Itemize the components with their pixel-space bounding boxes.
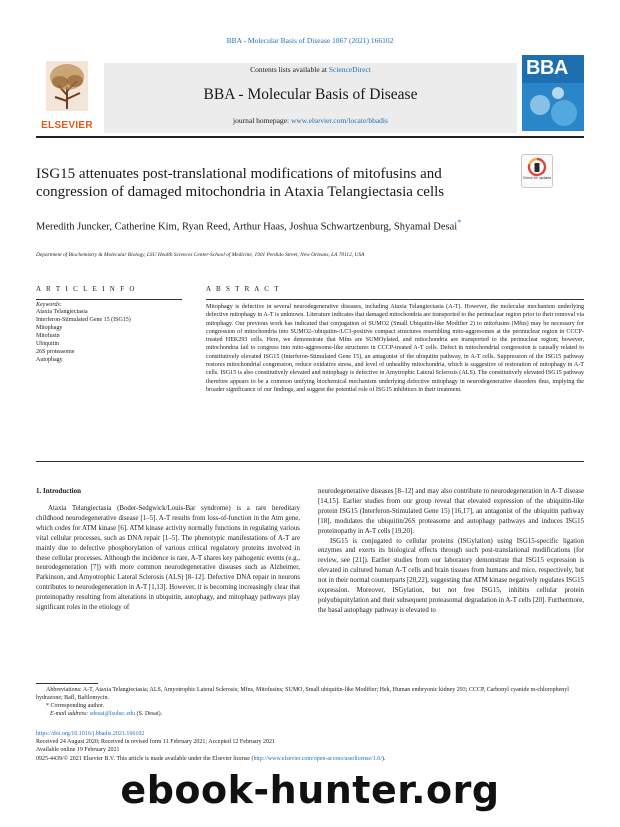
email-label: E-mail address: <box>50 711 90 717</box>
body-left-column <box>36 487 300 613</box>
article-info-rule <box>36 299 182 300</box>
available-online-date: Available online 19 February 2021 <box>36 747 120 754</box>
check-updates-label: Check for updates <box>522 176 552 180</box>
sciencedirect-link[interactable]: ScienceDirect <box>328 65 371 74</box>
article-footer <box>36 730 584 763</box>
keyword-item: 26S proteasome <box>36 349 75 355</box>
journal-masthead <box>36 55 584 133</box>
watermark-text: ebook-hunter.org <box>120 768 500 812</box>
license-link[interactable]: http://www.elsevier.com/open-access/userlicense/1.0/ <box>253 755 382 762</box>
body-right-column <box>318 487 584 616</box>
contents-prefix: Contents lists available at <box>250 65 329 74</box>
intro-paragraph: Ataxia Telangiectasia (Boder-Sedgwick/Louis-Bar syndrome) is a rare hereditary childhood neurodegenerative disease [1–5]. A-T results from loss-of-function in the Atm gene, which codes for ATM kinase [6]. ATM kinase activity normally functions in regulating various vital cellular processes, such as DNA repair [1–5]. The phenotypic manifestations of A-T are mainly due to defective phosphorylation of various critical regulatory proteins involved in these cellular processes. Although the incidence is rare, A-T shares key pathogenic events (e.g., neurodegeneration [7]) with more common neurodegenerative diseases such as Alzheimer, Parkinson, and Amyotrophic Lateral Sclerosis (ALS) [8–12]. Defective DNA repair in neurons contributes to neurodegeneration in A-T [1,13]. However, it is becoming increasingly clear that proteinopathy resulting from alterations in ubiquitin, autophagy, and mitophagy pathways play significant roles in the etiology of <box>36 505 300 612</box>
email-suffix: (S. Desai). <box>135 711 163 717</box>
masthead-center <box>104 63 517 133</box>
homepage-prefix: journal homepage: <box>233 116 291 125</box>
author-list <box>36 216 556 235</box>
abstract-section <box>206 285 584 394</box>
keyword-item: Autophagy <box>36 357 63 363</box>
cover-art-icon <box>522 55 584 131</box>
elsevier-logo[interactable] <box>36 61 98 131</box>
article-info-section <box>36 285 182 364</box>
journal-name: BBA - Molecular Basis of Disease <box>203 86 418 103</box>
authors-text: Meredith Juncker, Catherine Kim, Ryan Reed, Arthur Haas, Joshua Schwartzenburg, Shyamal Desai <box>36 221 458 233</box>
contents-line <box>104 65 517 74</box>
keywords-label: Keywords: <box>36 302 62 308</box>
corresponding-author-note: * Corresponding author. <box>46 703 105 709</box>
author-affiliation: Department of Biochemistry & Molecular Biology, LSU Health Sciences Center-School of Medicine, 1901 Perdido Street, New Orleans, LA 70112, USA <box>36 252 365 258</box>
email-link[interactable]: sdesai@lsuhsc.edu <box>89 711 136 717</box>
check-updates-icon <box>522 156 552 178</box>
check-for-updates-badge[interactable] <box>521 154 553 188</box>
abstract-rule <box>206 299 584 300</box>
homepage-line <box>104 116 517 125</box>
masthead-rule <box>36 136 584 138</box>
license-suffix: ). <box>381 755 386 762</box>
license-prefix: 0925-4439/© 2021 Elsevier B.V. This article is made available under the Elsevier license ( <box>36 755 254 762</box>
article-title: ISG15 attenuates post-translational modifications of mitofusins and congression of damaged mitochondria in Ataxia Telangiectasia cells <box>36 166 445 200</box>
corresponding-author-marker[interactable]: * <box>457 218 462 227</box>
keyword-item: Mitofusin <box>36 333 60 339</box>
footnote-rule <box>36 683 98 684</box>
abstract-header: A B S T R A C T <box>206 285 281 293</box>
article-info-header: A R T I C L E I N F O <box>36 285 137 293</box>
doi-link[interactable]: https://doi.org/10.1016/j.bbadis.2021.166102 <box>36 731 145 737</box>
intro-paragraph: ISG15 is conjugated to cellular proteins (ISGylation) using ISG15-specific ligation enzymes and exerts its biological effects through such post-translational modifications (for review, see [21]). Earlier studies from our laboratory demonstrate that ISG15 expression is elevated in cultured human A-T cells and brain tissues from humans and mice, respectively, but not in their normal counterparts [20,22], suggesting that ATM kinase negatively regulates ISG15 expression. Moreover, ISGylation, but not free ISG15, inhibits cellular protein polyubiquitylation and their subsequent proteasomal degradation in A-T cells [20]. Furthermore, the basal autophagy pathway is elevated to <box>318 537 584 614</box>
keyword-item: Ataxia Telangiectasia <box>36 309 88 315</box>
homepage-link[interactable]: www.elsevier.com/locate/bbadis <box>290 116 388 125</box>
email-line <box>36 710 584 718</box>
license-line <box>36 755 584 763</box>
introduction-heading: 1. Introduction <box>36 487 81 495</box>
keyword-item: Ubiquitin <box>36 341 60 347</box>
elsevier-tree-icon <box>46 61 88 111</box>
keyword-item: Mitophagy <box>36 325 63 331</box>
journal-citation[interactable]: BBA - Molecular Basis of Disease 1867 (2021) 166102 <box>226 36 394 45</box>
abstract-text: Mitophagy is defective in several neurodegenerative diseases, including Ataxia Telangiectasia (A-T). However, the molecular mechanism underlying defective mitophagy in A-T is unknown. Literature indicates that damaged mitochondria are transported to the perinuclear region prior to their removal via mitophagy. Our previous work has indicated that conjugation of SUMO2 (Small Ubiquitin-like Modifier 2) to mitofusins (Mfns) may be necessary for congression of mitochondria into SUMO2-/ubiquitin-/LC3-positive compact structures resembling mito-aggresomes at the perinuclear region in CCCP-treated HEK293 cells. Here, we demonstrate that Mfns are SUMOylated, and mitochondria are transported to the perinuclear region; however, mitochondria fail to congress into mito-aggresome-like structures in CCCP-treated A-T cells. Defect in mitochondrial congression is causally related to constitutively elevated ISG15 (Interferon-Stimulated Gene 15), an antagonist of the ubiquitin pathway, in A-T cells. Suppression of the ISG15 pathway restores mitochondrial congression, reduce oxidative stress, and level of unhealthy mitochondria, which is suggestive of restoration of mitophagy in A-T cells. ISG15 is also constitutively elevated and mitophagy is defective in Amytrophic Lateral Sclerosis (ALS). The constitutively elevated ISG15 pathway therefore appears to be a common unifying biochemical mechanism underlying defective mitophagy in neurodegenerative disorders thus, implying the broader significance of our findings, and suggest the potential role of ISG15 inhibitors in their treatment. <box>206 304 584 393</box>
intro-paragraph: neurodegenerative diseases [8–12] and may also contribute to neurodegeneration in A-T disease [14,15]. Earlier studies from our group reveal that elevated expression of the ubiquitin-like protein ISG15 (Interferon-Stimulated Gene 15) [16,17], an antagonist of the ubiquitin pathway [18], modulates the ubiquitin/26S proteasome and autophagy pathways and induces ISG15 proteinopathy in A-T cells [19,20]. <box>318 488 584 535</box>
cover-title: BBA <box>526 57 568 79</box>
keyword-item: Interferon-Stimulated Gene 15 (ISG15) <box>36 317 131 323</box>
footnotes <box>36 686 584 718</box>
abbreviations-footnote: Abbreviations: A-T, Ataxia Telangiectasia; ALS, Amyotrophic Lateral Sclerosis; Mfns, Mitofusins; SUMO, Small ubiquitin-like Modifier; Hek, Human embryonic kidney 293; CCCP, Carbonyl cyanide m-chlorophenyl hydrazone; Bafl, Bafilomycin. <box>36 687 569 701</box>
journal-cover-image[interactable] <box>522 55 584 131</box>
elsevier-wordmark: ELSEVIER <box>41 120 93 131</box>
abstract-bottom-rule <box>36 461 584 462</box>
received-dates: Received 24 August 2020; Received in revised form 11 February 2021; Accepted 12 February 2021 <box>36 739 276 746</box>
